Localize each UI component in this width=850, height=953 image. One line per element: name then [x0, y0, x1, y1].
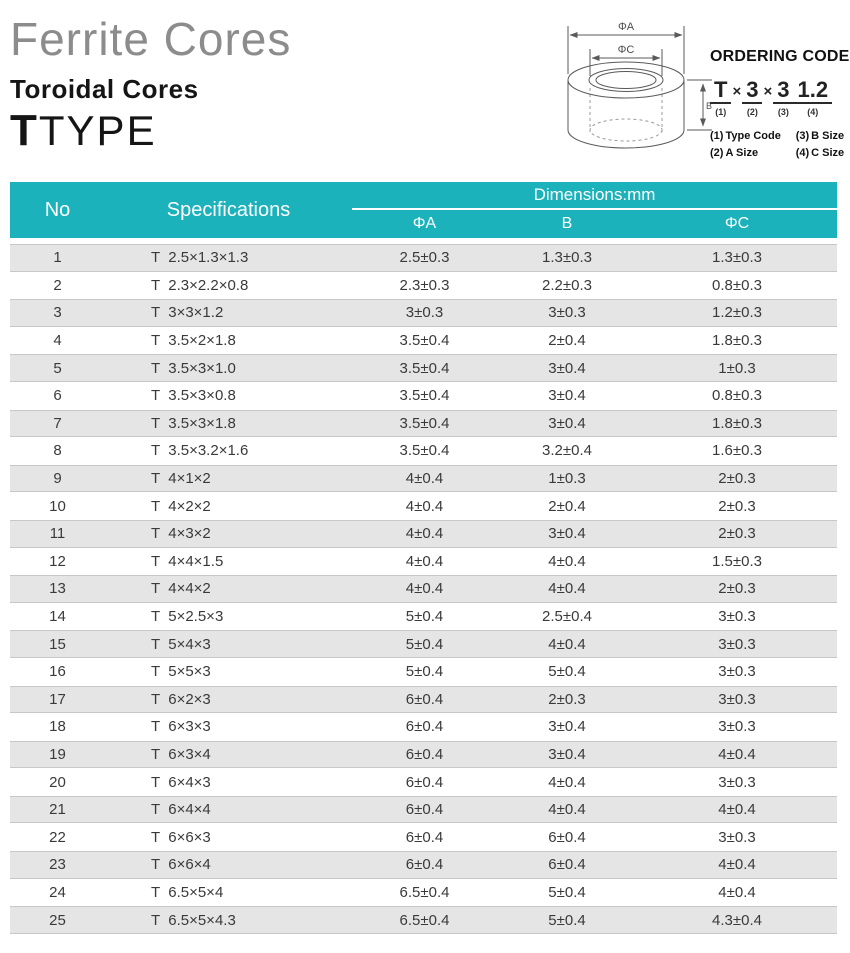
cell-spec: T 6×4×3: [105, 768, 352, 796]
cell-b: 4±0.4: [497, 575, 637, 603]
cell-phi-a: 2.3±0.3: [352, 272, 497, 300]
table-row: [10, 603, 837, 631]
cell-phi-c: 4±0.4: [637, 741, 837, 769]
cell-no: 17: [10, 686, 105, 714]
cell-phi-a: 4±0.4: [352, 492, 497, 520]
cell-spec: T 5×4×3: [105, 630, 352, 658]
cell-phi-c: 3±0.3: [637, 823, 837, 851]
cell-no: 4: [10, 327, 105, 355]
cell-no: 6: [10, 382, 105, 410]
table-row: [10, 575, 837, 603]
cell-no: 21: [10, 796, 105, 824]
cell-spec: T 4×2×2: [105, 492, 352, 520]
cell-b: 3±0.4: [497, 713, 637, 741]
ordering-part-b-size: 3 (3): [773, 79, 793, 117]
table-row: [10, 658, 837, 686]
dimensions-table: [10, 182, 837, 934]
cell-phi-a: 5±0.4: [352, 630, 497, 658]
cell-phi-a: 2.5±0.3: [352, 244, 497, 272]
cell-no: 13: [10, 575, 105, 603]
table-row: [10, 492, 837, 520]
cell-no: 15: [10, 630, 105, 658]
cell-phi-c: 1.8±0.3: [637, 410, 837, 438]
cell-phi-c: 2±0.3: [637, 465, 837, 493]
cell-b: 2±0.3: [497, 686, 637, 714]
col-header-dimensions-mm: Dimensions:mm: [352, 182, 837, 210]
cell-phi-c: 0.8±0.3: [637, 272, 837, 300]
cell-phi-a: 3.5±0.4: [352, 410, 497, 438]
cell-phi-a: 6±0.4: [352, 823, 497, 851]
cell-phi-c: 4±0.4: [637, 851, 837, 879]
legend-item-b-size: (3) B Size: [795, 130, 845, 143]
cell-b: 5±0.4: [497, 658, 637, 686]
page-subtitle: Toroidal Cores: [10, 73, 199, 104]
cell-spec: T 3.5×3×1.8: [105, 410, 352, 438]
cell-spec: T 6×6×3: [105, 823, 352, 851]
type-heading: [10, 106, 291, 156]
cell-b: 5±0.4: [497, 879, 637, 907]
cell-b: 3±0.4: [497, 382, 637, 410]
cell-phi-c: 3±0.3: [637, 686, 837, 714]
cell-spec: T 5×5×3: [105, 658, 352, 686]
cell-b: 4±0.4: [497, 630, 637, 658]
cell-spec: T 3.5×3.2×1.6: [105, 437, 352, 465]
table-row: [10, 244, 837, 272]
cell-no: 1: [10, 244, 105, 272]
cell-phi-c: 1.6±0.3: [637, 437, 837, 465]
col-header-phi-c: ΦC: [637, 210, 837, 244]
cell-spec: T 3.5×3×1.0: [105, 354, 352, 382]
cell-phi-c: 0.8±0.3: [637, 382, 837, 410]
cell-phi-a: 6±0.4: [352, 796, 497, 824]
cell-phi-a: 3.5±0.4: [352, 354, 497, 382]
type-word: TYPE: [38, 106, 157, 154]
table-row: [10, 437, 837, 465]
cell-no: 8: [10, 437, 105, 465]
col-header-b: B: [497, 210, 637, 244]
cell-no: 11: [10, 520, 105, 548]
cell-spec: T 6×3×4: [105, 741, 352, 769]
cell-phi-c: 1.8±0.3: [637, 327, 837, 355]
cell-phi-c: 4±0.4: [637, 879, 837, 907]
cell-spec: T 4×4×2: [105, 575, 352, 603]
cell-b: 4±0.4: [497, 548, 637, 576]
legend-item-c-size: (4) C Size: [795, 147, 845, 160]
cell-spec: T 6×2×3: [105, 686, 352, 714]
multiply-sign: ×: [763, 83, 773, 100]
ordering-part-c-size: 1.2 (4): [793, 79, 832, 117]
cell-b: 2.2±0.3: [497, 272, 637, 300]
cell-no: 24: [10, 879, 105, 907]
toroid-core-diagram: [548, 8, 716, 168]
cell-phi-c: 1.3±0.3: [637, 244, 837, 272]
table-row: [10, 299, 837, 327]
cell-phi-c: 3±0.3: [637, 603, 837, 631]
table-row: [10, 382, 837, 410]
cell-spec: T 6.5×5×4.3: [105, 906, 352, 934]
cell-phi-c: 2±0.3: [637, 520, 837, 548]
cell-phi-a: 6±0.4: [352, 686, 497, 714]
cell-phi-a: 6±0.4: [352, 713, 497, 741]
table-row: [10, 879, 837, 907]
cell-spec: T 3×3×1.2: [105, 299, 352, 327]
cell-phi-c: 3±0.3: [637, 713, 837, 741]
legend-item-type-code: (1) Type Code: [710, 130, 781, 143]
cell-phi-c: 3±0.3: [637, 768, 837, 796]
table-row: [10, 410, 837, 438]
cell-phi-a: 4±0.4: [352, 465, 497, 493]
cell-no: 10: [10, 492, 105, 520]
cell-b: 6±0.4: [497, 851, 637, 879]
ordering-code-legend: [710, 130, 850, 159]
cell-phi-a: 6±0.4: [352, 741, 497, 769]
cell-no: 23: [10, 851, 105, 879]
cell-phi-a: 6±0.4: [352, 851, 497, 879]
table-row: [10, 465, 837, 493]
cell-no: 5: [10, 354, 105, 382]
cell-no: 25: [10, 906, 105, 934]
table-row: [10, 906, 837, 934]
cell-spec: T 6.5×5×4: [105, 879, 352, 907]
cell-b: 2±0.4: [497, 327, 637, 355]
table-row: [10, 713, 837, 741]
cell-phi-a: 3.5±0.4: [352, 382, 497, 410]
table-row: [10, 851, 837, 879]
cell-phi-a: 6.5±0.4: [352, 879, 497, 907]
cell-phi-c: 4±0.4: [637, 796, 837, 824]
cell-spec: T 3.5×2×1.8: [105, 327, 352, 355]
title-block: [10, 14, 291, 156]
cell-b: 3±0.4: [497, 354, 637, 382]
cell-no: 12: [10, 548, 105, 576]
cell-spec: T 4×3×2: [105, 520, 352, 548]
table-row: [10, 823, 837, 851]
cell-b: 1±0.3: [497, 465, 637, 493]
cell-phi-c: 3±0.3: [637, 658, 837, 686]
type-letter: T: [10, 105, 39, 155]
table-row: [10, 272, 837, 300]
cell-no: 18: [10, 713, 105, 741]
cell-spec: T 6×4×4: [105, 796, 352, 824]
cell-spec: T 2.3×2.2×0.8: [105, 272, 352, 300]
cell-phi-a: 5±0.4: [352, 658, 497, 686]
cell-b: 6±0.4: [497, 823, 637, 851]
table-row: [10, 686, 837, 714]
cell-phi-a: 6±0.4: [352, 768, 497, 796]
cell-phi-a: 3.5±0.4: [352, 437, 497, 465]
multiply-sign: ×: [732, 83, 742, 100]
cell-no: 16: [10, 658, 105, 686]
table-row: [10, 741, 837, 769]
cell-b: 5±0.4: [497, 906, 637, 934]
cell-b: 3±0.4: [497, 741, 637, 769]
cell-phi-a: 6.5±0.4: [352, 906, 497, 934]
col-header-phi-a: ΦA: [352, 210, 497, 244]
cell-phi-a: 4±0.4: [352, 548, 497, 576]
cell-no: 7: [10, 410, 105, 438]
cell-b: 3±0.4: [497, 410, 637, 438]
ordering-part-type: T (1): [710, 79, 731, 117]
cell-phi-a: 5±0.4: [352, 603, 497, 631]
cell-phi-c: 1±0.3: [637, 354, 837, 382]
cell-spec: T 2.5×1.3×1.3: [105, 244, 352, 272]
cell-spec: T 4×4×1.5: [105, 548, 352, 576]
cell-b: 3±0.4: [497, 520, 637, 548]
cell-phi-c: 2±0.3: [637, 492, 837, 520]
table-body: [10, 244, 837, 934]
cell-phi-c: 4.3±0.4: [637, 906, 837, 934]
cell-no: 9: [10, 465, 105, 493]
cell-phi-c: 2±0.3: [637, 575, 837, 603]
table-row: [10, 327, 837, 355]
cell-b: 2±0.4: [497, 492, 637, 520]
cell-b: 1.3±0.3: [497, 244, 637, 272]
cell-no: 20: [10, 768, 105, 796]
cell-phi-a: 3±0.3: [352, 299, 497, 327]
cell-spec: T 6×3×3: [105, 713, 352, 741]
page-title: Ferrite Cores: [10, 13, 292, 65]
cell-spec: T 4×1×2: [105, 465, 352, 493]
ordering-code-heading: ORDERING CODE: [710, 48, 850, 65]
cell-spec: T 3.5×3×0.8: [105, 382, 352, 410]
table-row: [10, 354, 837, 382]
cell-phi-c: 1.5±0.3: [637, 548, 837, 576]
diagram-label-phi-a: ΦA: [617, 21, 635, 33]
table-row: [10, 630, 837, 658]
cell-b: 3±0.3: [497, 299, 637, 327]
diagram-label-b: B: [706, 101, 713, 111]
col-header-no: No: [10, 182, 105, 244]
ordering-code-block: [710, 48, 850, 159]
cell-no: 3: [10, 299, 105, 327]
cell-no: 19: [10, 741, 105, 769]
diagram-label-phi-c: ΦC: [617, 44, 635, 56]
cell-phi-a: 4±0.4: [352, 520, 497, 548]
toroid-core-drawing-icon: [548, 8, 716, 168]
cell-b: 2.5±0.4: [497, 603, 637, 631]
cell-no: 2: [10, 272, 105, 300]
table-row: [10, 768, 837, 796]
cell-phi-a: 4±0.4: [352, 575, 497, 603]
table-row: [10, 520, 837, 548]
cell-no: 22: [10, 823, 105, 851]
cell-spec: T 5×2.5×3: [105, 603, 352, 631]
cell-b: 3.2±0.4: [497, 437, 637, 465]
table-row: [10, 548, 837, 576]
cell-b: 4±0.4: [497, 796, 637, 824]
cell-b: 4±0.4: [497, 768, 637, 796]
cell-phi-c: 1.2±0.3: [637, 299, 837, 327]
col-header-specifications: Specifications: [105, 182, 352, 244]
ordering-code-example: [710, 79, 850, 117]
cell-phi-c: 3±0.3: [637, 630, 837, 658]
table-row: [10, 796, 837, 824]
cell-no: 14: [10, 603, 105, 631]
cell-spec: T 6×6×4: [105, 851, 352, 879]
legend-item-a-size: (2) A Size: [710, 147, 759, 160]
table-header: [10, 182, 837, 244]
ordering-part-a-size: 3 (2): [742, 79, 762, 117]
cell-phi-a: 3.5±0.4: [352, 327, 497, 355]
